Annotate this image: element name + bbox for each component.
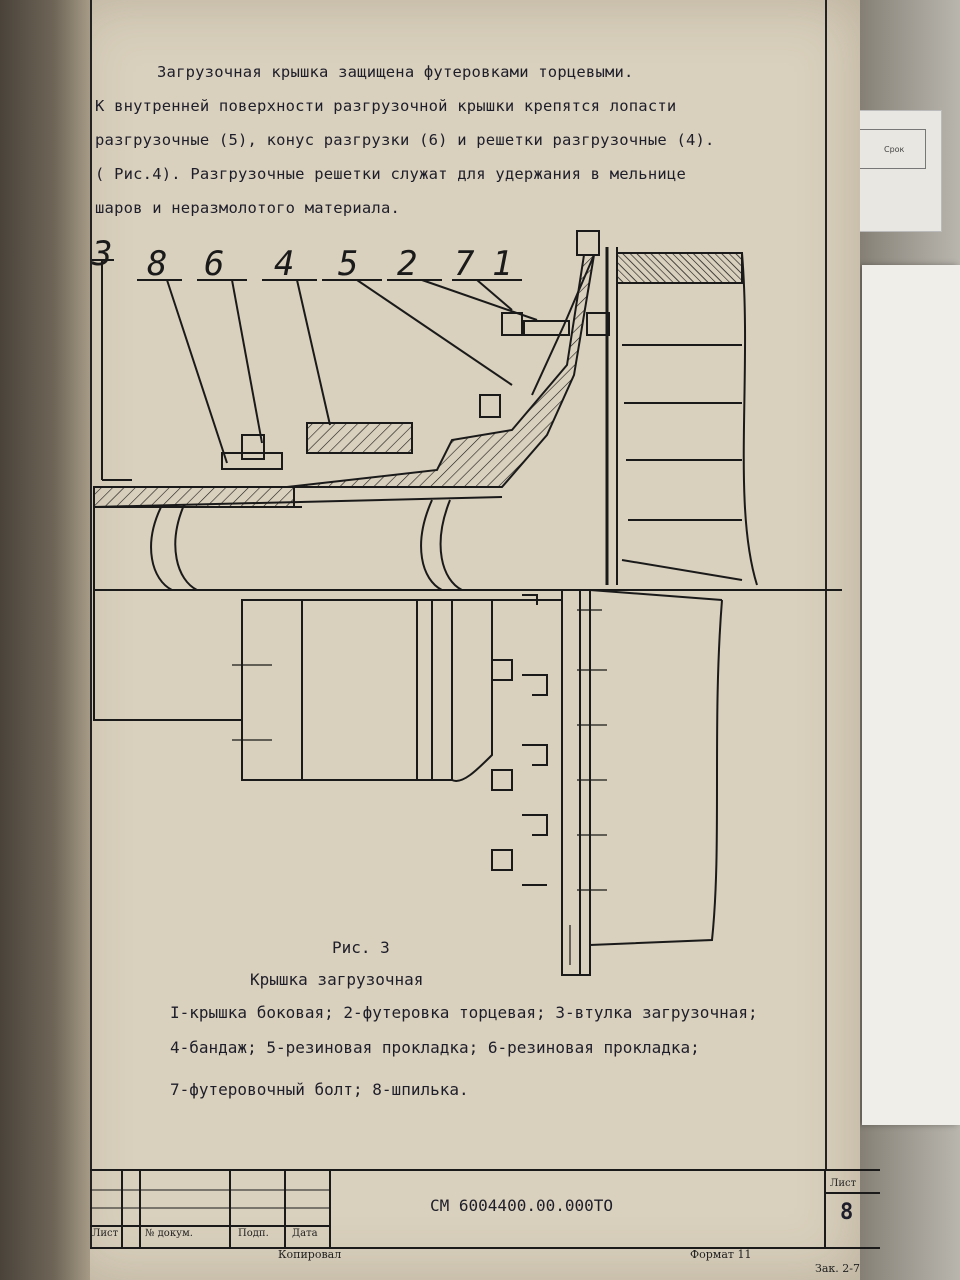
figure-legend-line: 4-бандаж; 5-резиновая прокладка; 6-резиновая прокладка; bbox=[170, 1038, 700, 1057]
document-code: СМ 6004400.00.000ТО bbox=[430, 1196, 614, 1215]
body-text bbox=[95, 55, 795, 225]
stamp-label-sheet: Лист bbox=[92, 1228, 119, 1239]
callout-6: 6 bbox=[204, 244, 225, 284]
figure-title: Крышка загрузочная bbox=[250, 970, 424, 989]
side-paper-sheet bbox=[862, 265, 960, 1125]
text-line: К внутренней поверхности разгрузочной крышки крепятся лопасти bbox=[95, 97, 677, 115]
callout-4: 4 bbox=[274, 244, 295, 284]
stamp-label-date: Дата bbox=[292, 1228, 318, 1239]
figure-label: Рис. 3 bbox=[332, 938, 390, 957]
text-line: ( Рис.4). Разгрузочные решетки служат для удержания в мельнице bbox=[95, 165, 686, 183]
background-sheet-label: Срок bbox=[884, 145, 905, 154]
callout-7: 7 bbox=[454, 244, 475, 284]
text-line: шаров и неразмолотого материала. bbox=[95, 199, 401, 217]
stamp-label-signature: Подп. bbox=[238, 1228, 269, 1239]
sheet-number: 8 bbox=[840, 1200, 854, 1225]
technical-drawing bbox=[92, 225, 852, 985]
callout-3: 3 bbox=[92, 234, 113, 274]
callout-2: 2 bbox=[397, 244, 418, 284]
footer-order: Зак. 2-7 bbox=[815, 1262, 860, 1275]
text-line: Загрузочная крышка защищена футеровками торцевыми. bbox=[157, 63, 634, 81]
footer-format: Формат 11 bbox=[690, 1248, 752, 1261]
footer-copied: Копировал bbox=[278, 1248, 342, 1261]
figure-legend-line: I-крышка боковая; 2-футеровка торцевая; 3-втулка загрузочная; bbox=[170, 1003, 758, 1022]
text-line: разгрузочные (5), конус разгрузки (6) и решетки разгрузочные (4). bbox=[95, 131, 715, 149]
callout-5: 5 bbox=[338, 244, 359, 284]
callout-8: 8 bbox=[147, 244, 168, 284]
figure-legend-line: 7-футеровочный болт; 8-шпилька. bbox=[170, 1080, 469, 1099]
stamp-label-doc-number: № докум. bbox=[145, 1228, 193, 1239]
sheet-label: Лист bbox=[830, 1178, 857, 1189]
page-binding bbox=[0, 0, 90, 1280]
callout-1: 1 bbox=[492, 244, 513, 284]
